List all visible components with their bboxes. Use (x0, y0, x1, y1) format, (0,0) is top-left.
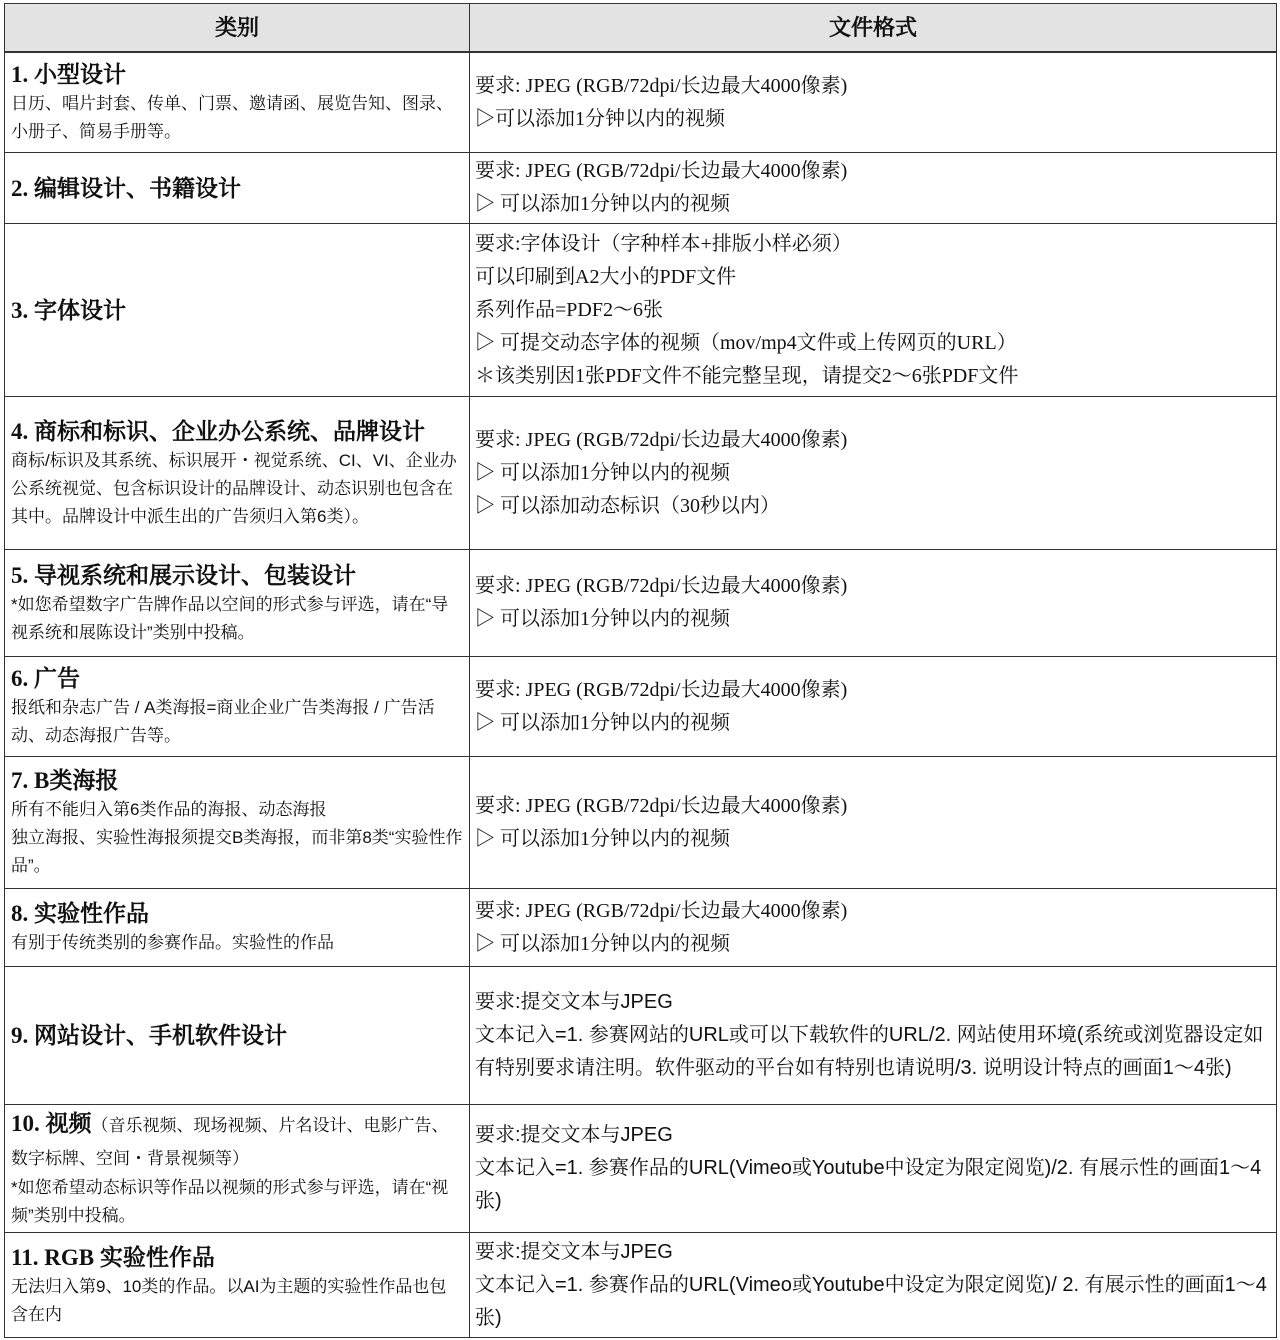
format-requirement: 要求: JPEG (RGB/72dpi/长边最大4000像素) (475, 575, 848, 597)
format-requirement: 要求: JPEG (RGB/72dpi/长边最大4000像素) (475, 794, 848, 817)
category-format-table (4, 3, 1277, 1338)
format-cell (470, 224, 1277, 397)
category-cell (5, 224, 470, 397)
category-title: 6. 广告 (11, 666, 80, 691)
category-title: 9. 网站设计、手机软件设计 (11, 1023, 287, 1048)
format-option: ▷ 可提交动态字体的视频（mov/mp4文件或上传网页的URL） (475, 331, 1017, 354)
category-cell (5, 1105, 470, 1233)
category-description: *如您希望数字广告牌作品以空间的形式参与评选，请在“导视系统和展陈设计”类别中投稿。 (11, 594, 449, 642)
category-title: 10. 视频 (11, 1110, 92, 1136)
category-title: 4. 商标和标识、企业办公系统、品牌设计 (11, 418, 425, 444)
format-cell (470, 657, 1277, 757)
category-cell (5, 53, 470, 153)
format-option: ▷ 可以添加1分钟以内的视频 (475, 193, 730, 215)
category-cell (5, 967, 470, 1105)
category-title: 7. B类海报 (11, 768, 119, 793)
category-title-line (11, 1108, 463, 1174)
format-detail: 文本记入=1. 参赛网站的URL或可以下载软件的URL/2. 网站使用环境(系统或浏览器设定如有特别要求请注明。软件驱动的平台如有特别也请说明/3. 说明设计特点的画面1～4张) (475, 1024, 1264, 1079)
format-option: ▷ 可以添加1分钟以内的视频 (475, 711, 730, 734)
format-cell (470, 153, 1277, 224)
format-requirement: 要求: JPEG (RGB/72dpi/长边最大4000像素) (475, 899, 848, 922)
format-requirement: 要求: JPEG (RGB/72dpi/长边最大4000像素) (475, 428, 848, 451)
category-cell (5, 889, 470, 967)
format-requirement: 要求:字体设计（字种样本+排版小样必须） (475, 232, 852, 255)
category-description: 所有不能归入第6类作品的海报、动态海报 (11, 800, 327, 819)
format-requirement: 要求:提交文本与JPEG (475, 1240, 673, 1263)
category-cell (5, 153, 470, 224)
format-option: ▷ 可以添加1分钟以内的视频 (475, 932, 730, 955)
format-requirement: 要求: JPEG (RGB/72dpi/长边最大4000像素) (475, 160, 848, 182)
category-title: 11. RGB 实验性作品 (11, 1244, 215, 1270)
format-cell (470, 889, 1277, 967)
format-option: ▷ 可以添加动态标识（30秒以内） (475, 494, 780, 517)
category-title: 8. 实验性作品 (11, 901, 149, 926)
category-description: 报纸和杂志广告 / A类海报=商业企业广告类海报 / 广告活动、动态海报广告等。 (11, 698, 435, 745)
format-cell (470, 1105, 1277, 1233)
category-title: 5. 导视系统和展示设计、包装设计 (11, 562, 356, 588)
format-cell (470, 1233, 1277, 1338)
category-description: 商标/标识及其系统、标识展开・视觉系统、CI、VI、企业办公系统视觉、包含标识设计的品牌设计、动态识别也包含在其中。品牌设计中派生出的广告须归入第6类）。 (11, 450, 457, 526)
category-cell (5, 397, 470, 550)
category-title-note: （音乐视频、现场视频、片名设计、电影广告、数字标牌、空间・背景视频等） (11, 1115, 449, 1168)
category-title: 3. 字体设计 (11, 297, 126, 323)
format-option: ▷ 可以添加1分钟以内的视频 (475, 827, 730, 850)
category-description: 日历、唱片封套、传单、门票、邀请函、展览告知、图录、小册子、简易手册等。 (11, 94, 453, 141)
format-detail: 文本记入=1. 参赛作品的URL(Vimeo或Youtube中设定为限定阅览)/2. 有展示性的画面1～4张) (475, 1157, 1262, 1212)
category-description: 独立海报、实验性海报须提交B类海报，而非第8类“实验性作品”。 (11, 828, 463, 875)
category-cell (5, 757, 470, 889)
format-option: ▷可以添加1分钟以内的视频 (475, 107, 725, 130)
format-requirement: 要求:提交文本与JPEG (475, 991, 673, 1013)
format-detail: 文本记入=1. 参赛作品的URL(Vimeo或Youtube中设定为限定阅览)/ 2. 有展示性的画面1～4张) (475, 1273, 1267, 1329)
format-cell (470, 967, 1277, 1105)
format-cell (470, 53, 1277, 153)
category-cell (5, 550, 470, 657)
format-detail: 系列作品=PDF2～6张 (475, 298, 663, 321)
category-description: 无法归入第9、10类的作品。以AI为主题的实验性作品也包含在内 (11, 1276, 447, 1324)
category-title: 1. 小型设计 (11, 62, 126, 87)
format-option: ▷ 可以添加1分钟以内的视频 (475, 608, 730, 630)
format-requirement: 要求:提交文本与JPEG (475, 1124, 673, 1146)
category-description: *如您希望动态标识等作品以视频的形式参与评选，请在“视频”类别中投稿。 (11, 1177, 449, 1225)
format-detail: 可以印刷到A2大小的PDF文件 (475, 265, 737, 288)
category-cell (5, 657, 470, 757)
category-cell (5, 1233, 470, 1338)
category-title: 2. 编辑设计、书籍设计 (11, 175, 241, 201)
format-column-header: 文件格式 (470, 4, 1277, 53)
format-note: ＊该类别因1张PDF文件不能完整呈现，请提交2～6张PDF文件 (475, 364, 1019, 387)
format-cell (470, 550, 1277, 657)
category-column-header: 类别 (5, 4, 470, 53)
format-cell (470, 757, 1277, 889)
format-requirement: 要求: JPEG (RGB/72dpi/长边最大4000像素) (475, 678, 848, 701)
format-option: ▷ 可以添加1分钟以内的视频 (475, 461, 730, 484)
format-requirement: 要求: JPEG (RGB/72dpi/长边最大4000像素) (475, 74, 848, 97)
category-description: 有别于传统类别的参赛作品。实验性的作品 (11, 933, 334, 952)
format-cell (470, 397, 1277, 550)
